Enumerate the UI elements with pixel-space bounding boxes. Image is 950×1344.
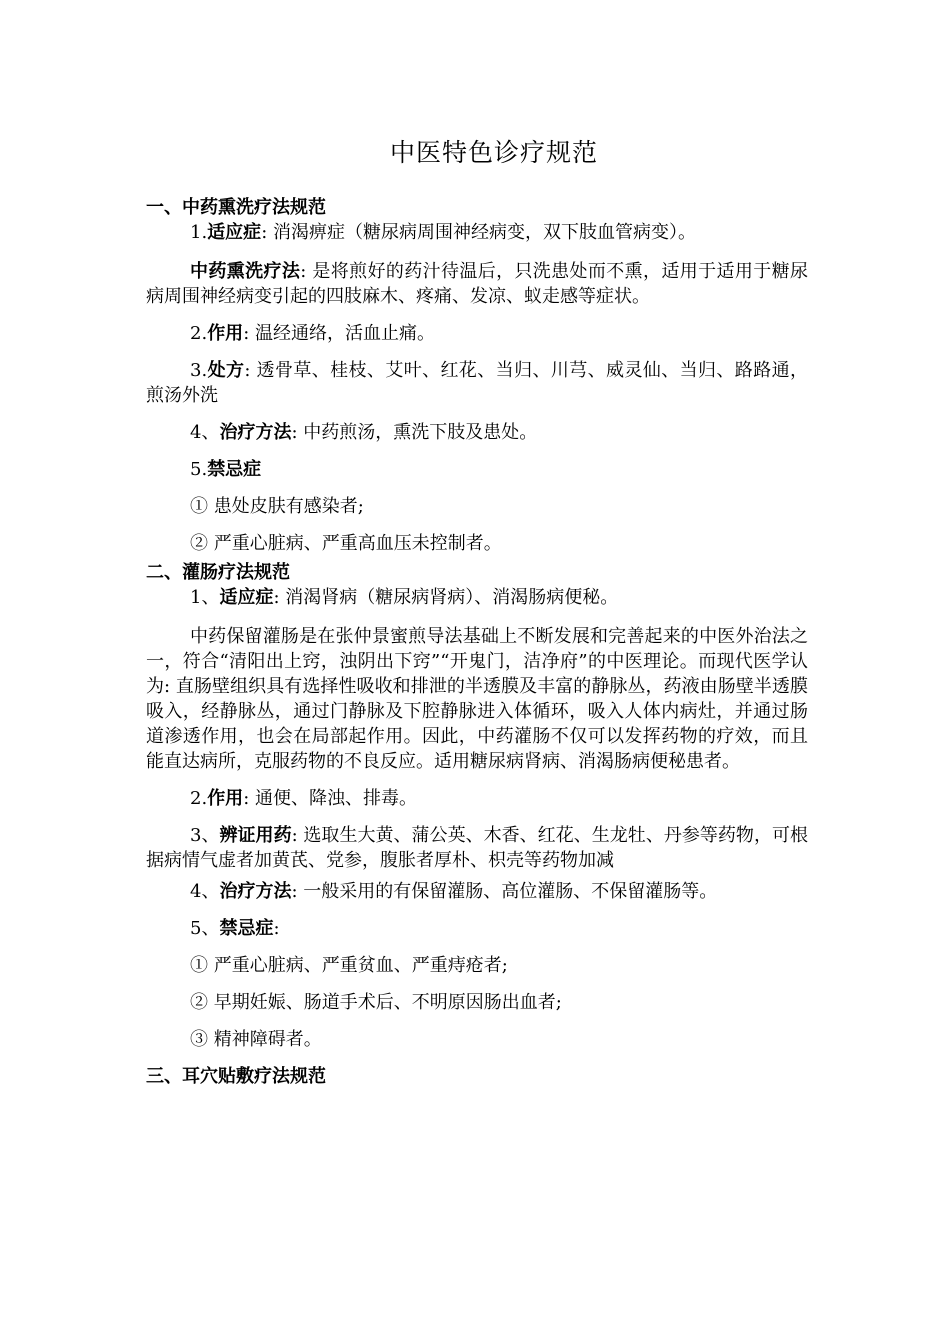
effect-paragraph: 2.作用: 通便、降浊、排毒。 xyxy=(190,788,417,809)
method-label: 中药熏洗疗法 xyxy=(190,261,301,282)
indication-label: 适应症 xyxy=(219,587,274,608)
treatment-paragraph: 4、治疗方法: 一般采用的有保留灌肠、高位灌肠、不保留灌肠等。 xyxy=(190,881,718,902)
list-item: ① 严重心脏病、严重贫血、严重痔疮者; xyxy=(190,955,508,976)
treatment-label: 治疗方法 xyxy=(219,881,292,902)
list-item: ① 患处皮肤有感染者; xyxy=(190,496,364,517)
indication-paragraph: 1.适应症: 消渴痹症（糖尿病周围神经病变，双下肢血管病变）。 xyxy=(190,222,696,243)
medication-paragraph: 3、辨证用药: 选取生大黄、蒲公英、木香、红花、生龙牡、丹参等药物，可根据病情气虚者加黄芪、党参，腹胀者厚朴、枳壳等药物加减 xyxy=(146,825,808,871)
section-heading: 二、灌肠疗法规范 xyxy=(146,562,290,583)
contraindication-paragraph: 5、禁忌症: xyxy=(190,918,280,939)
description-paragraph: 中药保留灌肠是在张仲景蜜煎导法基础上不断发展和完善起来的中医外治法之一，符合“清阳出上窍，浊阴出下窍”“开鬼门，洁净府”的中医理论。而现代医学认为: 直肠壁组织具有选择性吸收和排泄的半透膜及丰富的静脉丛，药液由肠壁半透膜吸入，经静脉丛，通过门静脉及下腔静脉进入体循环，吸入人体内病灶，并通过肠道渗透作用，也会在局部起作用。因此，中药灌肠不仅可以发挥药物的疗效，而且能直达病所，克服药物的不良反应。适用糖尿病肾病、消渴肠病便秘患者。 xyxy=(146,626,808,772)
effect-paragraph: 2.作用: 温经通络，活血止痛。 xyxy=(190,323,435,344)
list-item: ③ 精神障碍者。 xyxy=(190,1029,322,1050)
indication-label: 适应症 xyxy=(207,222,262,243)
prescription-label: 处方 xyxy=(207,360,245,381)
prescription-paragraph: 3.处方: 透骨草、桂枝、艾叶、红花、当归、川芎、威灵仙、当归、路路通，煎汤外洗 xyxy=(146,360,808,406)
page-title: 中医特色诊疗规范 xyxy=(389,138,598,167)
section-heading: 一、中药熏洗疗法规范 xyxy=(146,197,326,218)
method-paragraph: 中药熏洗疗法: 是将煎好的药汁待温后，只洗患处而不熏，适用于适用于糖尿病周围神经病变引起的四肢麻木、疼痛、发凉、蚁走感等症状。 xyxy=(146,261,808,307)
treatment-label: 治疗方法 xyxy=(219,422,292,443)
contraindication-paragraph: 5.禁忌症 xyxy=(190,459,262,480)
contraindication-label: 禁忌症 xyxy=(219,918,274,939)
list-item: ② 早期妊娠、肠道手术后、不明原因肠出血者; xyxy=(190,992,562,1013)
section-heading: 三、耳穴贴敷疗法规范 xyxy=(146,1066,326,1087)
indication-paragraph: 1、适应症: 消渴肾病（糖尿病肾病）、消渴肠病便秘。 xyxy=(190,587,619,608)
document-body xyxy=(146,195,808,1089)
list-item: ② 严重心脏病、严重高血压未控制者。 xyxy=(190,533,502,554)
treatment-paragraph: 4、治疗方法: 中药煎汤，熏洗下肢及患处。 xyxy=(190,422,538,443)
contraindication-label: 禁忌症 xyxy=(207,459,262,480)
medication-label: 辨证用药 xyxy=(219,825,292,846)
effect-label: 作用 xyxy=(207,788,244,809)
effect-label: 作用 xyxy=(207,323,244,344)
